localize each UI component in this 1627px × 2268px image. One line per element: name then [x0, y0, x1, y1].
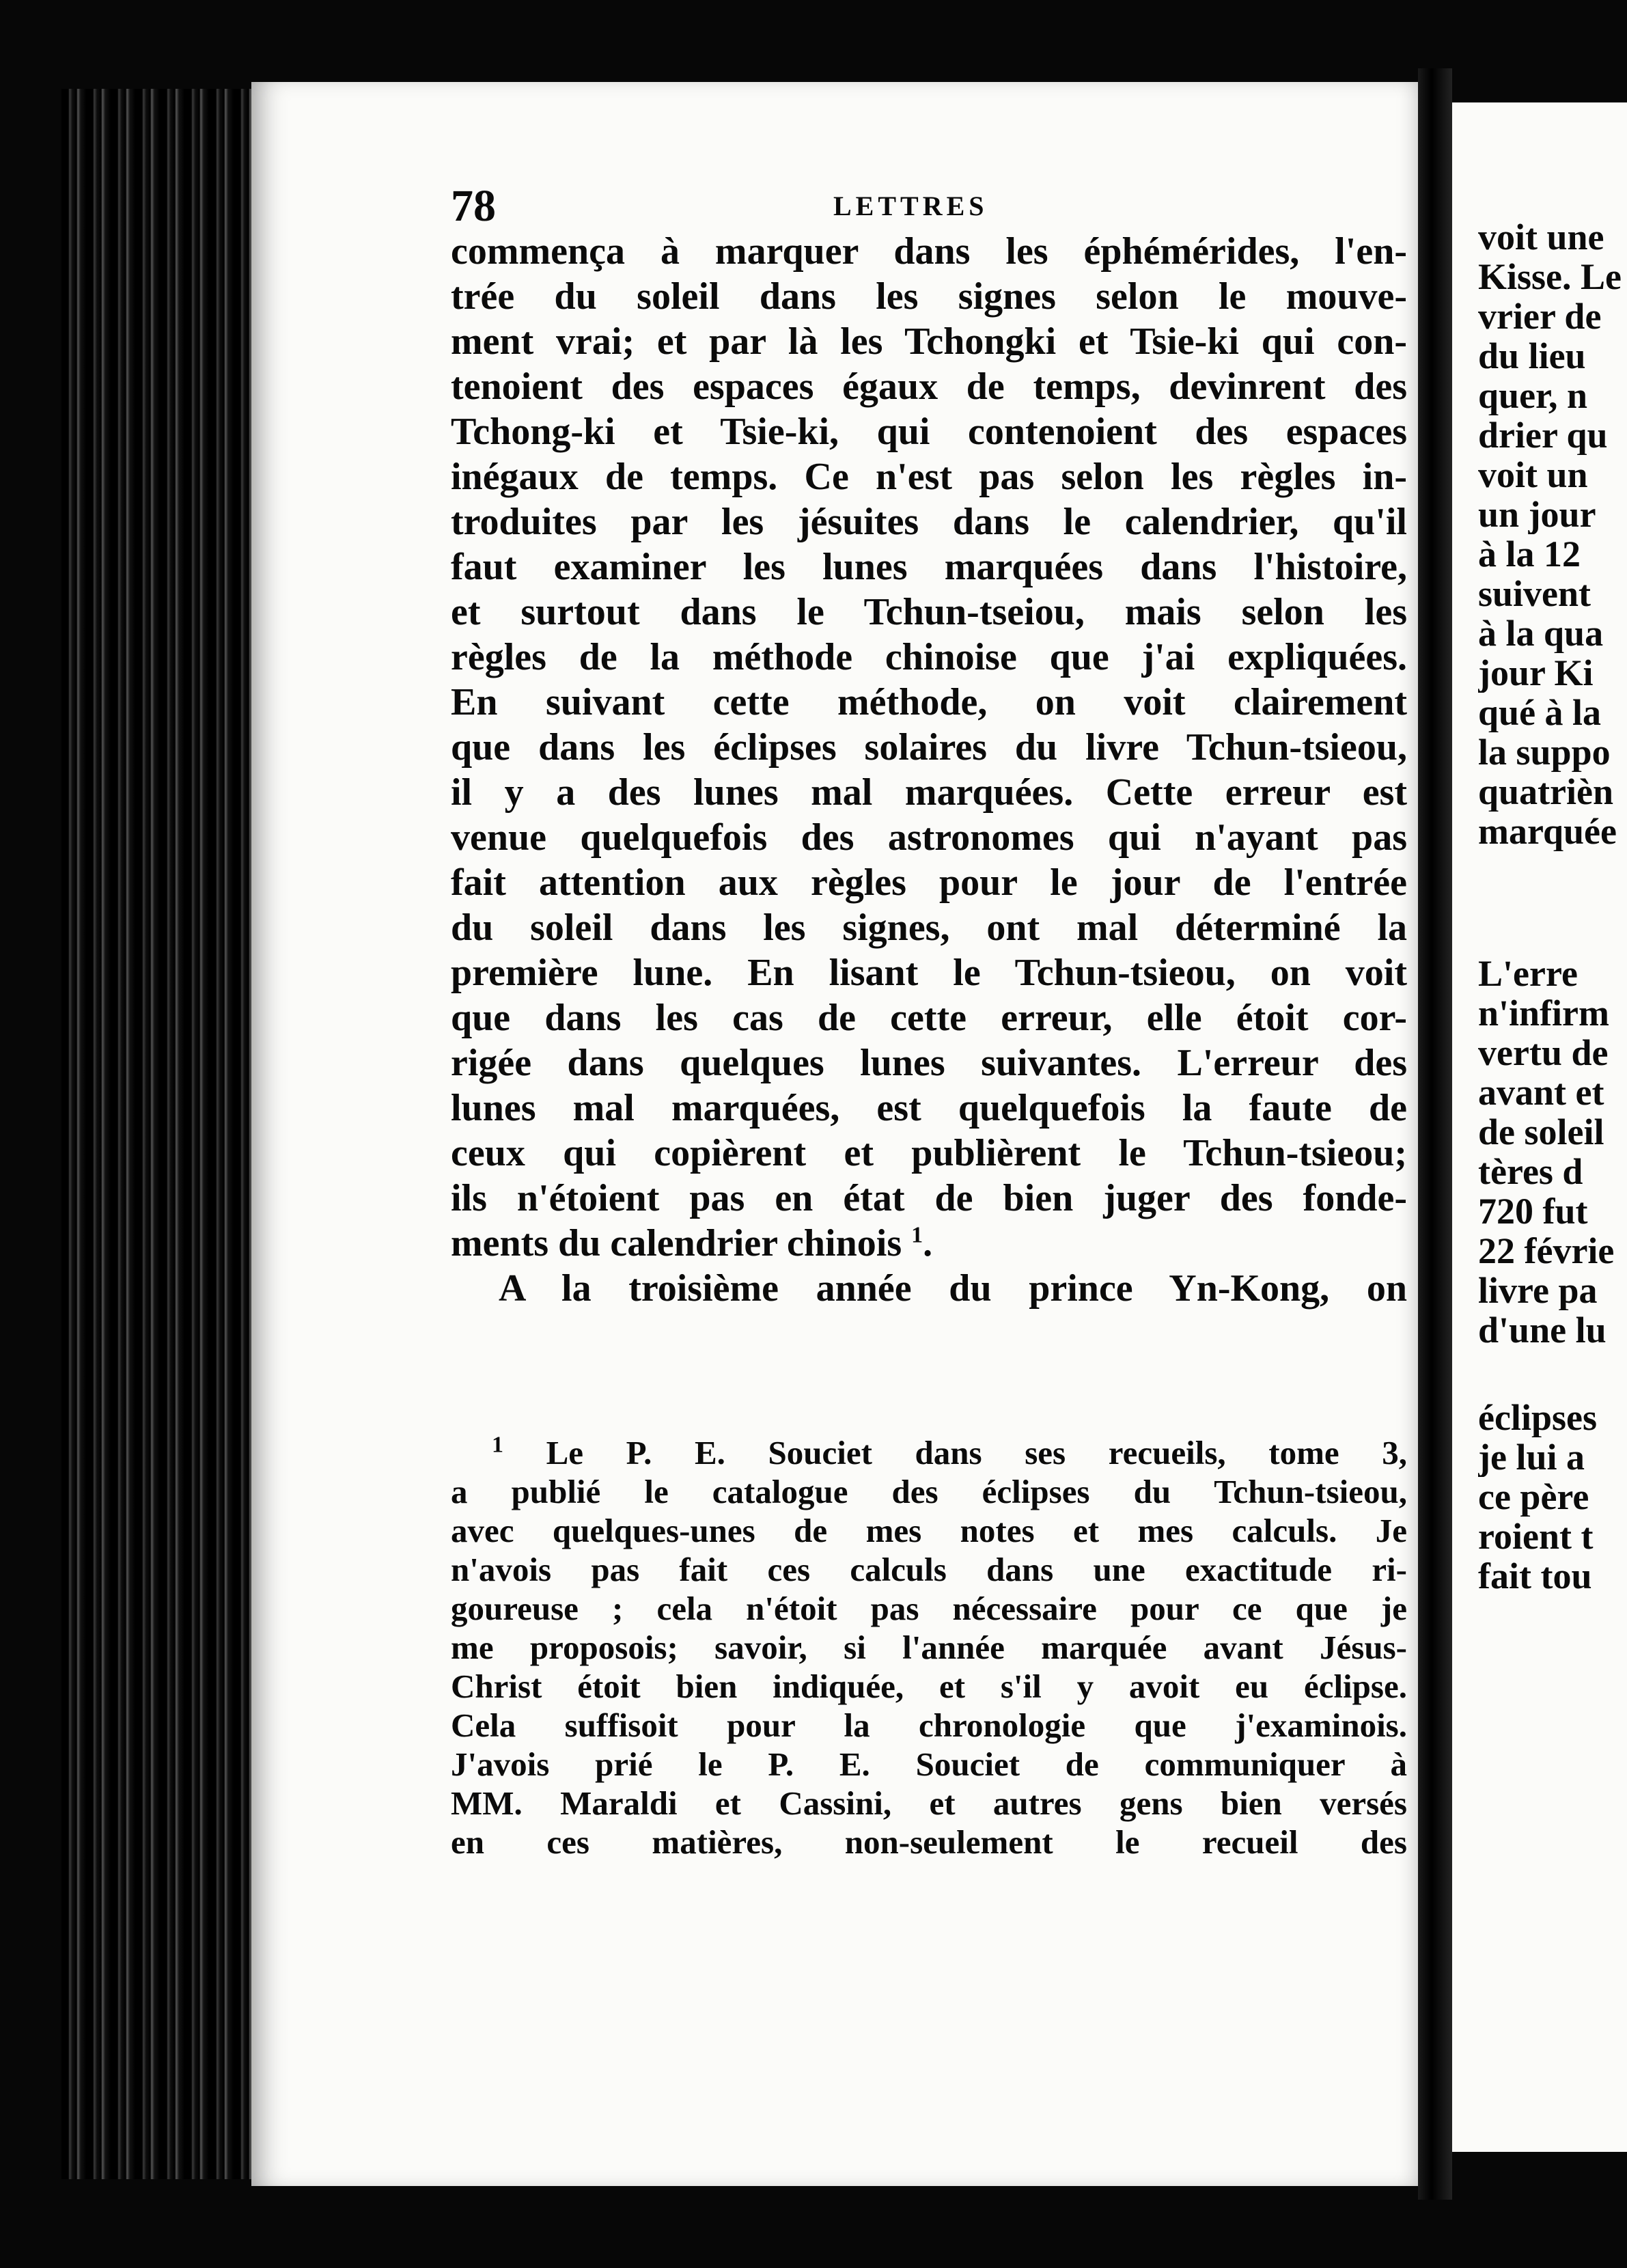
right-line: L'erre	[1478, 954, 1578, 993]
text-line: troduites par les jésuites dans le calendrier, qu'il	[451, 501, 1407, 543]
text-line: venue quelquefois des astronomes qui n'ayant pas	[451, 816, 1407, 859]
text-line-with-note: ments du calendrier chinois $^1$.	[451, 1222, 933, 1264]
right-gap	[1478, 851, 1627, 954]
text-line: fait attention aux règles pour le jour de l'entrée	[451, 861, 1407, 904]
right-line: la suppo	[1478, 732, 1611, 772]
footnote-line: me proposois; savoir, si l'année marquée avant Jésus-	[451, 1629, 1407, 1666]
text-line: ils n'étoient pas en état de bien juger des fonde-	[451, 1177, 1407, 1219]
footnote-line: a publié le catalogue des éclipses du Tchun-tsieou,	[451, 1473, 1407, 1510]
text-line: Tchong-ki et Tsie-ki, qui contenoient des espaces	[451, 411, 1407, 453]
right-line: tères d	[1478, 1152, 1583, 1191]
text-line: que dans les cas de cette erreur, elle étoit cor-	[451, 997, 1407, 1039]
right-line: suivent	[1478, 574, 1591, 613]
right-line: quatrièn	[1478, 772, 1614, 812]
text-line: que dans les éclipses solaires du livre Tchun-tsieou,	[451, 726, 1407, 769]
right-line: marquée	[1478, 812, 1617, 851]
footnote-line: J'avois prié le P. E. Souciet de communiquer à	[451, 1745, 1407, 1783]
right-gap	[1478, 1350, 1627, 1398]
text-line: première lune. En lisant le Tchun-tsieou, on voit	[451, 952, 1407, 994]
book-spine	[61, 89, 253, 2179]
page-number: 78	[451, 181, 496, 231]
running-head: LETTRES	[833, 191, 988, 221]
right-line: avant et	[1478, 1073, 1604, 1112]
right-line: à la 12	[1478, 534, 1581, 574]
text-line: tenoient des espaces égaux de temps, devinrent des	[451, 365, 1407, 408]
right-line: n'infirm	[1478, 993, 1610, 1033]
footnote-reference: 1	[911, 1222, 923, 1248]
footnote-line: Christ étoit bien indiquée, et s'il y avoit eu éclipse.	[451, 1668, 1407, 1705]
right-line: 22 févrie	[1478, 1231, 1615, 1271]
text-line: du soleil dans les signes, ont mal déterminé la	[451, 907, 1407, 949]
right-line: quer, n	[1478, 376, 1588, 415]
text-line: ceux qui copièrent et publièrent le Tchun-tsieou;	[451, 1132, 1407, 1174]
right-line: éclipses	[1478, 1398, 1597, 1437]
footnote-line: avec quelques-unes de mes notes et mes calculs. Je	[451, 1512, 1407, 1549]
footnote-line: Cela suffisoit pour la chronologie que j'examinois.	[451, 1706, 1407, 1744]
right-line: 720 fut	[1478, 1191, 1588, 1231]
text-line: il y a des lunes mal marquées. Cette erreur est	[451, 771, 1407, 814]
right-line: vertu de	[1478, 1033, 1609, 1073]
text-line: inégaux de temps. Ce n'est pas selon les règles in-	[451, 456, 1407, 498]
footnote-line: n'avois pas fait ces calculs dans une exactitude ri-	[451, 1551, 1407, 1588]
text-line: En suivant cette méthode, on voit clairement	[451, 681, 1407, 723]
text-line: faut examiner les lunes marquées dans l'histoire,	[451, 546, 1407, 588]
footnote-line: MM. Maraldi et Cassini, et autres gens bien versés	[451, 1784, 1407, 1822]
right-line: voit une	[1478, 217, 1604, 257]
text-line: ments du calendrier chinois	[451, 1222, 902, 1264]
right-line: un jour	[1478, 495, 1596, 534]
text-line: et surtout dans le Tchun-tseiou, mais selon les	[451, 591, 1407, 633]
right-line: fait tou	[1478, 1556, 1592, 1596]
right-line: du lieu	[1478, 336, 1586, 376]
footnote-text: Le P. E. Souciet dans ses recueils, tome 3,	[546, 1434, 1408, 1471]
text-line: ment vrai; et par là les Tchongki et Tsie-ki qui con-	[451, 320, 1407, 363]
right-line: jour Ki	[1478, 653, 1594, 693]
text-line: lunes mal marquées, est quelquefois la faute de	[451, 1087, 1407, 1129]
right-line: drier qu	[1478, 415, 1608, 455]
main-text	[451, 229, 1407, 1311]
right-line: voit un	[1478, 455, 1588, 495]
text-line: commença à marquer dans les éphémérides, l'en-	[451, 230, 1407, 273]
right-line: qué à la	[1478, 693, 1602, 732]
right-line: de soleil	[1478, 1112, 1604, 1152]
right-line: ce père	[1478, 1477, 1589, 1517]
footnote-block	[451, 1433, 1407, 1862]
right-line: d'une lu	[1478, 1310, 1607, 1350]
right-line: vrier de	[1478, 296, 1602, 336]
right-line: à la qua	[1478, 613, 1604, 653]
footnote-line: goureuse ; cela n'étoit pas nécessaire pour ce que je	[451, 1590, 1407, 1627]
footnote-line	[451, 1433, 1407, 1472]
right-line: livre pa	[1478, 1271, 1598, 1310]
text-line: règles de la méthode chinoise que j'ai expliquées.	[451, 636, 1407, 678]
right-line: Kisse. Le	[1478, 257, 1622, 296]
page-gutter	[1418, 68, 1452, 2200]
footnote-line: en ces matières, non-seulement le recueil des	[451, 1823, 1407, 1861]
right-line: je lui a	[1478, 1437, 1585, 1477]
text-line: A la troisième année du prince Yn-Kong, on	[499, 1267, 1407, 1310]
right-page-text	[1478, 217, 1627, 1596]
footnote-marker: 1	[492, 1432, 503, 1458]
right-line: roient t	[1478, 1517, 1594, 1556]
text-line: rigée dans quelques lunes suivantes. L'erreur des	[451, 1042, 1407, 1084]
text-line: trée du soleil dans les signes selon le mouve-	[451, 275, 1407, 318]
page-header	[451, 179, 1393, 234]
